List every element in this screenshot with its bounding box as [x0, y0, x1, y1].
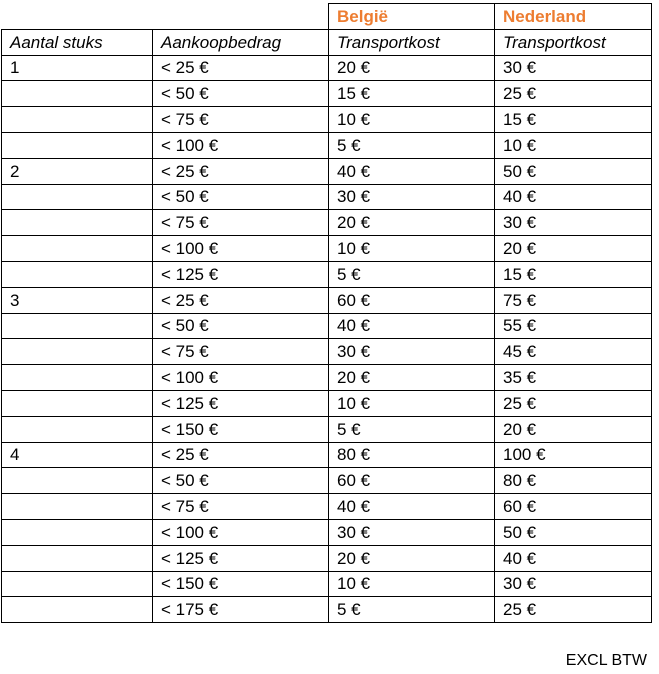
cell-transportkost-nederland: 20 € — [495, 416, 652, 442]
column-header-transportkost-nederland: Transportkost — [495, 29, 652, 55]
table-row — [2, 442, 652, 468]
cell-aankoopbedrag: < 25 € — [153, 55, 329, 81]
table-row — [2, 132, 652, 158]
table-row — [2, 236, 652, 262]
cell-aankoopbedrag: < 25 € — [153, 158, 329, 184]
cell-transportkost-nederland: 25 € — [495, 81, 652, 107]
cell-transportkost-belgie: 15 € — [329, 81, 495, 107]
table-row — [2, 545, 652, 571]
cell-transportkost-nederland: 20 € — [495, 236, 652, 262]
cell-aankoopbedrag: < 125 € — [153, 545, 329, 571]
table-row — [2, 158, 652, 184]
cell-aankoopbedrag: < 75 € — [153, 494, 329, 520]
table-row — [2, 55, 652, 81]
column-header-row — [2, 29, 652, 55]
cell-transportkost-nederland: 50 € — [495, 158, 652, 184]
cell-transportkost-nederland: 50 € — [495, 519, 652, 545]
cell-aantal-stuks — [2, 236, 153, 262]
cell-transportkost-belgie: 5 € — [329, 597, 495, 623]
table-row — [2, 365, 652, 391]
cell-aankoopbedrag: < 50 € — [153, 184, 329, 210]
cell-aantal-stuks — [2, 494, 153, 520]
cell-transportkost-belgie: 30 € — [329, 184, 495, 210]
shipping-cost-table — [1, 3, 652, 623]
cell-aantal-stuks — [2, 571, 153, 597]
cell-aankoopbedrag: < 75 € — [153, 339, 329, 365]
table-row — [2, 81, 652, 107]
cell-transportkost-belgie: 60 € — [329, 468, 495, 494]
column-header-transportkost-belgie: Transportkost — [329, 29, 495, 55]
cell-transportkost-belgie: 80 € — [329, 442, 495, 468]
table-row — [2, 416, 652, 442]
table-row — [2, 313, 652, 339]
cell-aankoopbedrag: < 125 € — [153, 261, 329, 287]
cell-aankoopbedrag: < 75 € — [153, 210, 329, 236]
table-row — [2, 597, 652, 623]
cell-transportkost-nederland: 80 € — [495, 468, 652, 494]
cell-transportkost-nederland: 15 € — [495, 261, 652, 287]
cell-transportkost-belgie: 20 € — [329, 545, 495, 571]
cell-aantal-stuks — [2, 184, 153, 210]
cell-aantal-stuks — [2, 416, 153, 442]
cell-transportkost-nederland: 40 € — [495, 545, 652, 571]
cell-aantal-stuks — [2, 545, 153, 571]
cell-transportkost-nederland: 100 € — [495, 442, 652, 468]
cell-aankoopbedrag: < 50 € — [153, 468, 329, 494]
cell-transportkost-belgie: 20 € — [329, 365, 495, 391]
cell-aantal-stuks — [2, 261, 153, 287]
cell-transportkost-belgie: 60 € — [329, 287, 495, 313]
cell-aankoopbedrag: < 100 € — [153, 236, 329, 262]
cell-transportkost-nederland: 40 € — [495, 184, 652, 210]
cell-transportkost-belgie: 10 € — [329, 236, 495, 262]
cell-transportkost-nederland: 25 € — [495, 597, 652, 623]
cell-aantal-stuks: 3 — [2, 287, 153, 313]
cell-aankoopbedrag: < 175 € — [153, 597, 329, 623]
table-row — [2, 339, 652, 365]
cell-transportkost-belgie: 40 € — [329, 494, 495, 520]
cell-transportkost-nederland: 35 € — [495, 365, 652, 391]
cell-transportkost-belgie: 10 € — [329, 390, 495, 416]
cell-aantal-stuks — [2, 339, 153, 365]
cell-aantal-stuks — [2, 390, 153, 416]
cell-aantal-stuks — [2, 365, 153, 391]
cell-aantal-stuks — [2, 519, 153, 545]
cell-aantal-stuks — [2, 81, 153, 107]
cell-transportkost-nederland: 10 € — [495, 132, 652, 158]
table-row — [2, 571, 652, 597]
cell-transportkost-belgie: 10 € — [329, 571, 495, 597]
table-row — [2, 519, 652, 545]
cell-transportkost-nederland: 75 € — [495, 287, 652, 313]
cell-aankoopbedrag: < 50 € — [153, 313, 329, 339]
cell-transportkost-nederland: 55 € — [495, 313, 652, 339]
cell-transportkost-nederland: 30 € — [495, 210, 652, 236]
table-row — [2, 468, 652, 494]
cell-aankoopbedrag: < 100 € — [153, 519, 329, 545]
column-header-aantal-stuks: Aantal stuks — [2, 29, 153, 55]
cell-transportkost-belgie: 40 € — [329, 313, 495, 339]
cell-aantal-stuks — [2, 132, 153, 158]
cell-transportkost-belgie: 5 € — [329, 132, 495, 158]
cell-transportkost-nederland: 15 € — [495, 107, 652, 133]
cell-aantal-stuks: 2 — [2, 158, 153, 184]
cell-aantal-stuks — [2, 313, 153, 339]
cell-transportkost-nederland: 45 € — [495, 339, 652, 365]
cell-transportkost-nederland: 30 € — [495, 571, 652, 597]
cell-transportkost-belgie: 10 € — [329, 107, 495, 133]
cell-aankoopbedrag: < 25 € — [153, 442, 329, 468]
cell-aantal-stuks: 1 — [2, 55, 153, 81]
cell-aankoopbedrag: < 25 € — [153, 287, 329, 313]
cell-transportkost-belgie: 5 € — [329, 416, 495, 442]
country-header-nederland: Nederland — [495, 4, 652, 30]
cell-aankoopbedrag: < 100 € — [153, 365, 329, 391]
cell-transportkost-belgie: 30 € — [329, 519, 495, 545]
country-header-row — [2, 4, 652, 30]
table-row — [2, 107, 652, 133]
table-row — [2, 184, 652, 210]
table-row — [2, 261, 652, 287]
cell-aantal-stuks — [2, 597, 153, 623]
empty-cell — [153, 4, 329, 30]
table-row — [2, 287, 652, 313]
cell-aantal-stuks — [2, 468, 153, 494]
excl-btw-note: EXCL BTW — [565, 652, 647, 669]
cell-transportkost-belgie: 5 € — [329, 261, 495, 287]
cell-transportkost-belgie: 20 € — [329, 210, 495, 236]
country-header-belgie: België — [329, 4, 495, 30]
empty-cell — [2, 4, 153, 30]
cell-aankoopbedrag: < 50 € — [153, 81, 329, 107]
table-row — [2, 390, 652, 416]
cell-aankoopbedrag: < 125 € — [153, 390, 329, 416]
cell-aankoopbedrag: < 150 € — [153, 571, 329, 597]
cell-aantal-stuks — [2, 107, 153, 133]
cell-transportkost-belgie: 40 € — [329, 158, 495, 184]
cell-transportkost-nederland: 25 € — [495, 390, 652, 416]
cell-aankoopbedrag: < 100 € — [153, 132, 329, 158]
table-row — [2, 210, 652, 236]
cell-aankoopbedrag: < 150 € — [153, 416, 329, 442]
cell-transportkost-nederland: 60 € — [495, 494, 652, 520]
cell-transportkost-belgie: 20 € — [329, 55, 495, 81]
table-row — [2, 494, 652, 520]
column-header-aankoopbedrag: Aankoopbedrag — [153, 29, 329, 55]
cell-aantal-stuks — [2, 210, 153, 236]
cell-aankoopbedrag: < 75 € — [153, 107, 329, 133]
cell-transportkost-belgie: 30 € — [329, 339, 495, 365]
cell-transportkost-nederland: 30 € — [495, 55, 652, 81]
cell-aantal-stuks: 4 — [2, 442, 153, 468]
